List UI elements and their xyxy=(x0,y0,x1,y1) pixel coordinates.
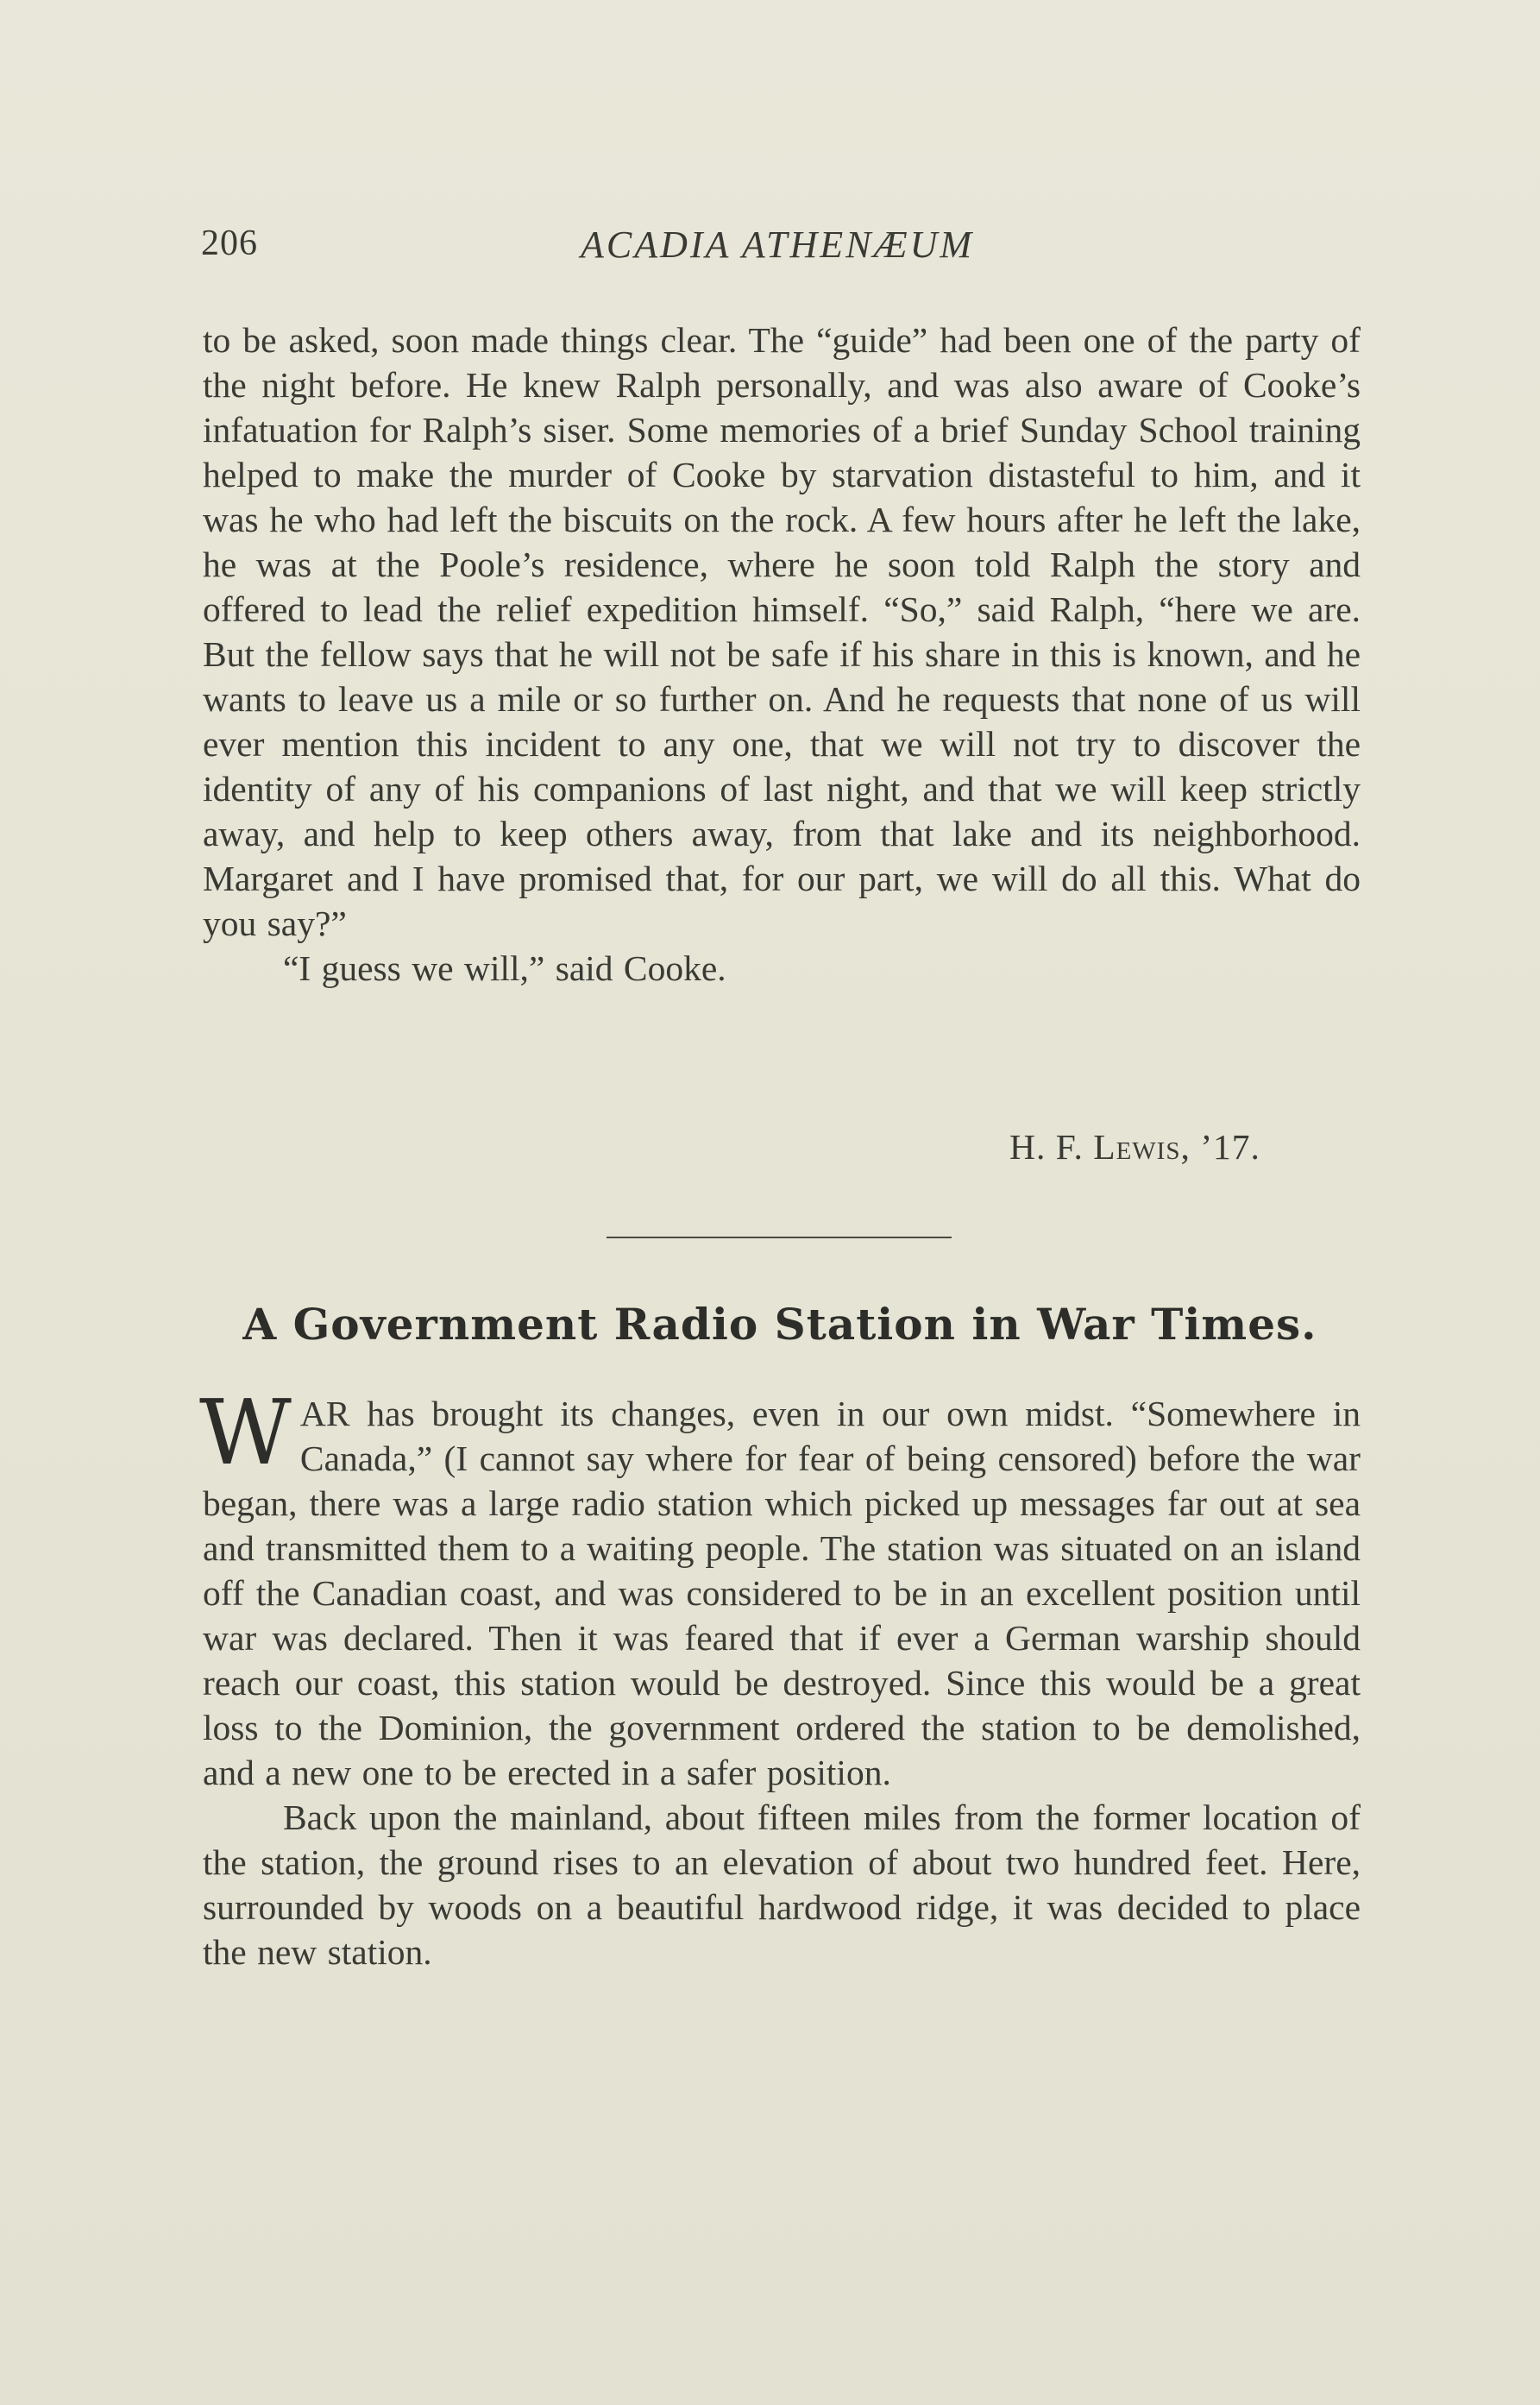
section-divider xyxy=(607,1237,952,1238)
article-title: A Government Radio Station in War Times. xyxy=(242,1299,1317,1350)
drop-cap: W xyxy=(199,1380,292,1485)
story-paragraph: to be asked, soon made things clear. The “guide” had been one of the party of the night before. He knew Ralph personally, and was also aware of Cooke’s infatuation for Ralph’s siser. Some memories of a brief Sunday School training helped to make the murder of Cooke by starvation distasteful to him, and it was he who had left the biscuits on the rock. A few hours after he left the lake, he was at the Poole’s residence, where he soon told Ralph the story and offered to lead the relief expedition himself. “So,” said Ralph, “here we are. But the fellow says that he will not be safe if his share in this is known, and he wants to leave us a mile or so further on. And he requests that none of us will ever mention this incident to any one, that we will not try to discover the identity of any of his companions of last night, and that we will keep strictly away, and help to keep others away, from that lake and its neighborhood. Margaret and I have promised that, for our part, we will do all this. What do you say?” xyxy=(203,320,1361,943)
page-number: 206 xyxy=(201,224,258,263)
author-signature xyxy=(1009,1126,1260,1168)
signature-initials: H. F. xyxy=(1009,1127,1094,1167)
article-body xyxy=(199,1380,1361,1974)
running-head: ACADIA ATHENÆUM xyxy=(581,224,975,266)
story-paragraph: “I guess we will,” said Cooke. xyxy=(283,948,726,988)
article-paragraph-text: AR has brought its changes, even in our own midst. “Somewhere in Canada,” (I cannot say where for fear of being censored) before the war began, there was a large radio station which picked up messages far out at sea and transmitted them to a waiting people. The station was situated on an island off the Canadian coast, and was considered to be in an excellent position until war was declared. Then it was feared that if ever a German warship should reach our coast, this station would be destroyed. Since this would be a great loss to the Dominion, the government ordered the station to be demolished, and a new one to be erected in a safer position. xyxy=(203,1394,1361,1792)
story-ending xyxy=(203,318,1361,991)
article-paragraph: Back upon the mainland, about fifteen miles from the former location of the station, the ground rises to an elevation of about two hundred feet. Here, surrounded by woods on a beautiful hardwood ridge, it was decided to place the new station. xyxy=(203,1797,1361,1972)
signature-year: , ’17. xyxy=(1180,1127,1260,1167)
page-header xyxy=(201,223,1357,274)
signature-name: Lewis xyxy=(1093,1127,1181,1167)
article-paragraph xyxy=(199,1380,1361,1795)
